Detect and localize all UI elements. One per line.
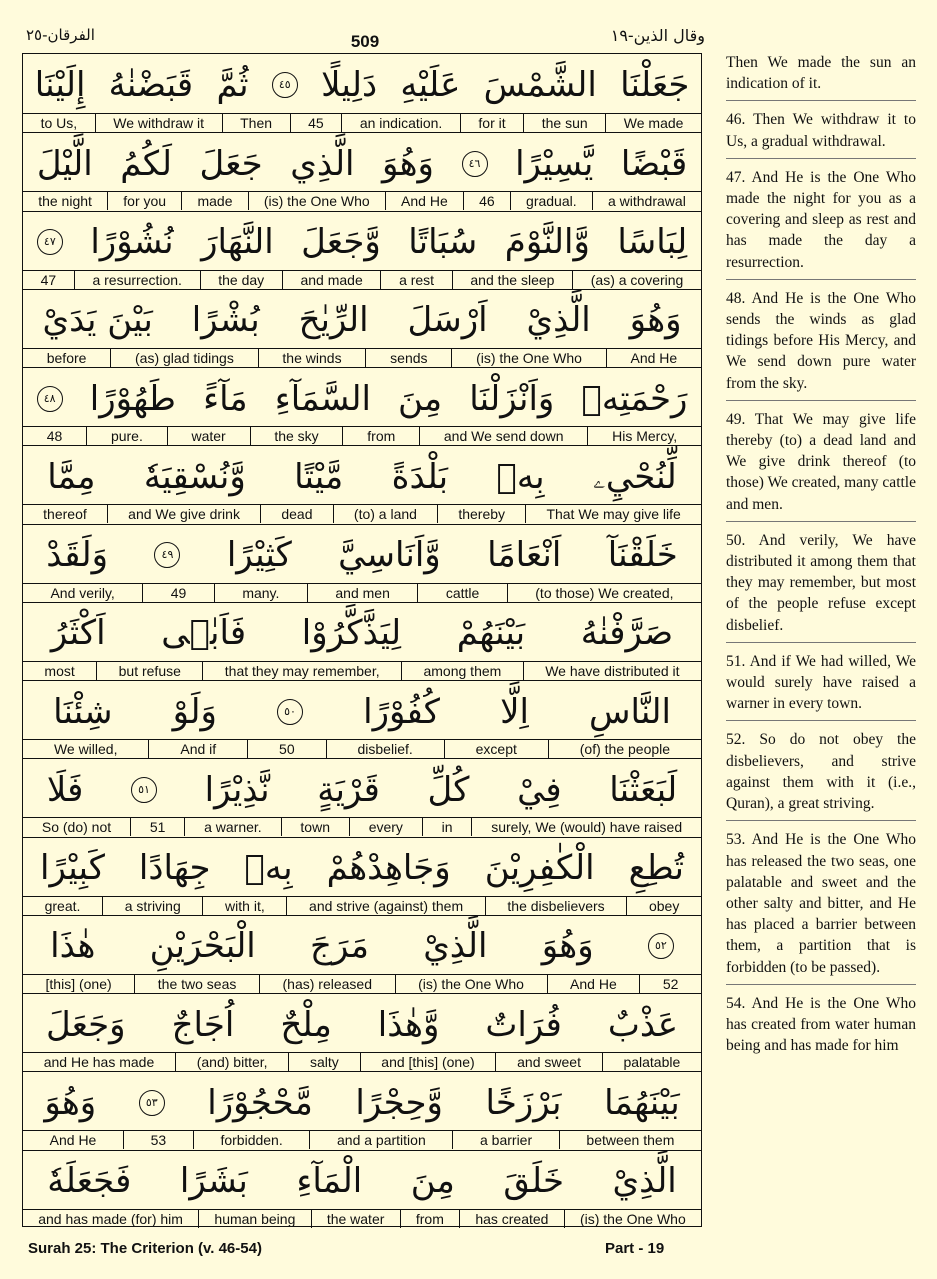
gloss-cell: 50 [247,740,325,758]
gloss-cell: (is) the One Who [248,192,385,210]
arabic-word: اَرْسَلَ [407,300,488,341]
gloss-cell: pure. [86,427,167,445]
arabic-word: قَبَضْنٰهُ [108,64,194,105]
gloss-cell: (has) released [259,975,395,993]
gloss-cell: 52 [639,975,701,993]
gloss-cell: the night [38,193,92,210]
arabic-word: الشَّمْسَ [483,64,597,105]
arabic-line [23,994,701,1055]
gloss-cell: And verily, [50,584,115,601]
arabic-word: وَجَعَلَ [46,1004,126,1045]
arabic-word: مَّحْجُوْرًا [207,1082,313,1123]
gloss-cell: (and) bitter, [175,1053,288,1071]
gloss-line [23,1130,701,1149]
gloss-cell: and We send down [419,427,587,445]
arabic-word: عَذْبٌ [607,1004,679,1045]
gloss-cell: obey [626,897,701,915]
arabic-word: بِهٖ [244,848,293,888]
gloss-line [23,270,701,289]
gloss-cell: a striving [102,897,202,915]
verse-row [23,524,701,602]
arabic-line [23,916,701,977]
arabic-word: مِنَ [398,378,443,419]
ayah-number-marker: ٤٥ [272,72,298,98]
arabic-word: نُشُوْرًا [90,222,174,262]
gloss-cell: surely, We (would) have raised [471,818,701,836]
gloss-cell: a rest [380,271,451,289]
gloss-line [23,113,701,132]
gloss-cell: between them [559,1131,701,1149]
arabic-word: بَيْنَهُمَا [604,1082,680,1123]
arabic-line [23,290,701,351]
verse-row [23,1071,701,1149]
arabic-line [23,133,701,194]
translation-paragraph: 48. And He is the One Who sends the winds as glad tidings before His Mercy, and We send down pure water from the sky. [726,288,916,401]
arabic-word: وَهُوَ [541,926,594,967]
gloss-line [23,896,701,915]
arabic-word: فَجَعَلَهٗ [47,1161,132,1201]
gloss-cell: (is) the One Who [564,1210,701,1228]
verse-row [23,758,701,836]
gloss-cell: Then [222,114,290,132]
gloss-cell: with it, [202,897,286,915]
gloss-cell: and We give drink [107,505,260,523]
arabic-word: كُلِّ [427,769,470,810]
arabic-word: فُرَاتٌ [485,1004,562,1045]
gloss-cell: and made [282,271,381,289]
gloss-cell: That We may give life [525,505,701,523]
gloss-cell: from [400,1210,459,1228]
gloss-cell: and men [307,584,417,602]
arabic-word: وَهُوَ [382,143,434,184]
gloss-cell: to Us, [40,115,78,131]
verse-row [23,680,701,758]
arabic-word: هٰذَا [50,926,96,967]
gloss-cell: 53 [123,1131,193,1149]
arabic-word: الَّذِيْ [612,1161,677,1201]
arabic-word: دَلِيلًا [321,64,378,105]
verse-row [23,602,701,680]
gloss-cell: (of) the people [548,740,701,758]
gloss-cell: 45 [290,114,342,132]
footer-part-number: Part - 19 [605,1240,665,1257]
gloss-cell: among them [401,662,523,680]
gloss-cell: And if [148,740,247,758]
translation-paragraph: 46. Then We withdraw it to Us, a gradual withdrawal. [726,109,916,158]
gloss-cell: and a partition [309,1131,452,1149]
arabic-line [23,838,701,899]
footer-surah-title: Surah 25: The Criterion (v. 46-54) [28,1240,262,1257]
gloss-cell: salty [288,1053,359,1071]
arabic-word: لَبَعَثْنَا [609,769,678,810]
translation-paragraph: 54. And He is the One Who has created from water human being and has made for him [726,994,916,1055]
gloss-line [23,426,701,445]
gloss-cell: dead [260,505,333,523]
arabic-word: الَّذِي [290,143,355,184]
header-juz-name: وقال الذين-١٩ [610,26,705,45]
arabic-line [23,54,701,115]
ayah-number-marker: ٥٣ [139,1090,165,1116]
arabic-word: فَاَبٰۤى [161,613,247,654]
arabic-word: جَعَلْنَا [620,64,690,105]
arabic-word: اِلَّا [500,691,529,732]
translation-paragraph: 49. That We may give life thereby (to) a dead land and We give drink thereof (to those) We created, many cattle and men. [726,409,916,522]
gloss-cell: and strive (against) them [286,897,484,915]
translation-paragraph: Then We made the sun an indication of it. [726,52,916,101]
gloss-cell: the sun [523,114,605,132]
arabic-line [23,681,701,742]
gloss-cell: 47 [40,271,57,288]
gloss-cell: 48 [46,428,63,444]
gloss-cell: (is) the One Who [451,349,605,367]
arabic-word: الْكٰفِرِيْنَ [484,848,595,888]
gloss-cell: 49 [142,584,214,602]
arabic-word: مِلْحٌ [280,1004,332,1045]
arabic-word: اُجَاجٌ [171,1004,235,1045]
arabic-word: كَثِيْرًا [226,535,292,575]
arabic-word: الرِّيٰحَ [298,300,369,341]
arabic-word: بُشْرًا [191,300,260,341]
gloss-cell: 51 [130,818,184,836]
arabic-word: وَّجَعَلَ [301,222,381,262]
gloss-cell: a barrier [452,1131,558,1149]
verse-row [23,132,701,210]
verse-row [23,915,701,993]
arabic-word: وَّنُسْقِيَهٗ [143,456,246,497]
gloss-cell: So (do) not [41,819,112,836]
gloss-cell: has created [459,1210,564,1228]
gloss-cell: We have distributed it [523,662,701,680]
arabic-word: وَّالنَّوْمَ [504,222,590,262]
arabic-word: جَعَلَ [199,143,263,184]
gloss-line [23,583,701,602]
gloss-cell: every [349,818,422,836]
gloss-line [23,1052,701,1071]
arabic-word: الْبَحْرَيْنِ [149,926,256,967]
gloss-cell: the sky [250,427,343,445]
arabic-word: فَلَا [46,769,84,810]
verse-row [23,993,701,1071]
arabic-word: وَاَنْزَلْنَا [469,378,555,419]
arabic-word: بَشَرًا [179,1161,248,1201]
gloss-cell: the winds [258,349,366,367]
gloss-cell: made [181,192,247,210]
arabic-word: النَّهَارَ [201,222,274,262]
arabic-word: يَّسِيْرًا [515,143,594,184]
verse-row [23,367,701,445]
gloss-line [23,817,701,836]
gloss-cell: a resurrection. [74,271,200,289]
ayah-number-marker: ٤٩ [154,542,180,568]
verse-row [23,1150,701,1228]
arabic-word: عَلَيْهِ [400,64,461,105]
gloss-cell: His Mercy, [587,427,701,445]
header-surah-name: الفرقان-٢٥ [26,26,95,44]
gloss-cell: and has made (for) him [38,1210,183,1227]
arabic-word: وَجَاهِدْهُمْ [326,848,451,888]
arabic-word: وَّاَنَاسِيَّ [338,535,441,575]
gloss-cell: many. [214,584,307,602]
verse-row [23,445,701,523]
gloss-cell: (is) the One Who [395,975,547,993]
arabic-word: قَبْضًا [620,143,688,184]
arabic-word: اَنْعَامًا [487,535,562,575]
arabic-line [23,212,701,273]
gloss-cell: great. [44,897,81,914]
gloss-cell: thereby [437,505,525,523]
gloss-cell: (as) glad tidings [110,349,257,367]
gloss-cell: that they may remember, [202,662,401,680]
gloss-cell: except [444,740,548,758]
gloss-cell: water [167,427,250,445]
gloss-cell: sends [365,349,451,367]
arabic-word: تُطِعِ [628,848,685,888]
gloss-cell: and the sleep [452,271,572,289]
ayah-number-marker: ٤٧ [37,229,63,255]
gloss-cell: (to those) We created, [507,584,701,602]
gloss-cell: gradual. [510,192,592,210]
gloss-cell: but refuse [96,662,202,680]
arabic-word: شِئْنَا [53,691,113,732]
ayah-number-marker: ٥٠ [277,699,303,725]
gloss-cell: We withdraw it [95,114,222,132]
gloss-line [23,1209,701,1228]
arabic-word: لِيَذَّكَّرُوْا [301,613,402,654]
translation-paragraph: 51. And if We had willed, We would surely have raised a warner in every town. [726,651,916,722]
arabic-word: وَلَقَدْ [46,535,109,575]
arabic-word: وَهُوَ [44,1082,97,1123]
ayah-number-marker: ٤٦ [462,151,488,177]
arabic-word: رَحْمَتِهٖ [581,378,688,419]
arabic-word: بِهٖ [496,456,545,497]
arabic-word: مَرَجَ [310,926,369,967]
arabic-word: وَّهٰذَا [377,1004,440,1045]
arabic-word: صَرَّفْنٰهُ [580,613,674,654]
arabic-word: بَلْدَةً [391,456,449,497]
gloss-line [23,504,701,523]
arabic-word: اَكْثَرُ [50,613,106,654]
gloss-cell: human being [198,1210,310,1228]
page-number: 509 [350,32,380,51]
gloss-cell: (as) a covering [572,271,701,289]
gloss-cell: And He [606,349,701,367]
gloss-cell: for it [460,114,523,132]
arabic-word: كُفُوْرًا [363,691,440,732]
arabic-word: كَبِيْرًا [40,848,105,888]
gloss-cell: [this] (one) [45,975,112,992]
ayah-number-marker: ٤٨ [37,386,63,412]
arabic-word: مَآءً [203,378,248,419]
arabic-word: سُبَاتًا [408,222,478,262]
arabic-line [23,368,701,429]
arabic-word: نَّذِيْرًا [204,769,270,810]
gloss-line [23,661,701,680]
arabic-word: قَرْيَةٍ [317,769,380,810]
arabic-word: جِهَادًا [138,848,211,888]
arabic-word: فِيْ [517,769,562,810]
ayah-number-marker: ٥١ [131,777,157,803]
gloss-cell: before [46,349,87,366]
gloss-cell: town [281,818,349,836]
ayah-number-marker: ٥٢ [648,933,674,959]
arabic-word: وَهُوَ [629,300,682,341]
gloss-cell: and [this] (one) [360,1053,496,1071]
translation-column [726,52,916,1070]
arabic-word: مِمَّا [47,456,96,497]
arabic-line [23,446,701,507]
gloss-cell: (to) a land [333,505,437,523]
gloss-cell: And He [385,192,463,210]
arabic-word: مِنَ [410,1161,455,1201]
gloss-cell: a withdrawal [592,192,701,210]
gloss-cell: And He [547,975,640,993]
arabic-line [23,1151,701,1212]
arabic-word: خَلَقَ [503,1161,564,1201]
gloss-line [23,974,701,993]
gloss-cell: And He [49,1132,97,1149]
gloss-cell: palatable [602,1053,701,1071]
arabic-word: مَّيْتًا [294,456,344,497]
gloss-cell: disbelief. [326,740,444,758]
gloss-cell: 46 [463,192,510,210]
verse-row [23,837,701,915]
arabic-line [23,603,701,664]
gloss-line [23,739,701,758]
gloss-cell: the two seas [134,975,259,993]
gloss-cell: and sweet [495,1053,601,1071]
gloss-line [23,348,701,367]
gloss-cell: for you [107,192,181,210]
translation-paragraph: 50. And verily, We have distributed it among them that they may remember, but most of the people refuse except disbelief. [726,530,916,643]
gloss-cell: from [342,427,419,445]
gloss-cell: the day [200,271,282,289]
word-by-word-grid [22,53,702,1227]
arabic-word: الَّذِيْ [423,926,488,967]
arabic-word: بَيْنَ يَدَيْ [42,300,153,341]
arabic-word: النَّاسِ [589,691,671,732]
arabic-word: لِّنُحْيِۦ [592,456,677,497]
translation-paragraph: 53. And He is the One Who has released the two seas, one palatable and sweet and the other salty and bitter, and He has placed a barrier between them, a partition that is forbidden (to be passed). [726,829,916,984]
verse-row [23,54,701,132]
verse-row [23,289,701,367]
gloss-cell: the disbelievers [485,897,627,915]
gloss-cell: thereof [43,506,87,523]
arabic-word: ثُمَّ [216,64,249,105]
gloss-cell: in [422,818,472,836]
arabic-word: بَيْنَهُمْ [456,613,526,654]
gloss-cell: the water [311,1210,400,1228]
arabic-word: إِلَيْنَا [34,64,86,105]
arabic-word: السَّمَآءِ [274,378,371,419]
gloss-cell: and He has made [43,1054,155,1070]
arabic-word: لِبَاسًا [617,222,688,262]
gloss-cell: cattle [417,584,506,602]
arabic-word: الَّذِيْ [526,300,591,341]
gloss-cell: an indication. [341,114,460,132]
gloss-line [23,191,701,210]
arabic-line [23,759,701,820]
arabic-word: الْمَآءِ [296,1161,363,1201]
verse-row [23,211,701,289]
arabic-word: خَلَقْنَآ [607,535,678,575]
arabic-line [23,525,701,586]
gloss-cell: We made [605,114,701,132]
arabic-word: وَلَوْ [172,691,217,732]
gloss-cell: forbidden. [193,1131,310,1149]
translation-paragraph: 47. And He is the One Who made the night for you as a covering and sleep as rest and has made the day a resurrection. [726,167,916,280]
arabic-word: طَهُوْرًا [89,378,176,419]
gloss-cell: most [44,662,75,679]
gloss-cell: a warner. [184,818,280,836]
arabic-word: بَرْزَخًا [485,1082,562,1123]
translation-paragraph: 52. So do not obey the disbelievers, and strive against them with it (i.e., Quran), a great striving. [726,729,916,821]
arabic-word: وَّحِجْرًا [355,1082,443,1123]
arabic-line [23,1072,701,1133]
gloss-cell: We willed, [53,741,118,757]
arabic-word: لَكُمُ [120,143,172,184]
arabic-word: الَّيْلَ [36,143,93,184]
